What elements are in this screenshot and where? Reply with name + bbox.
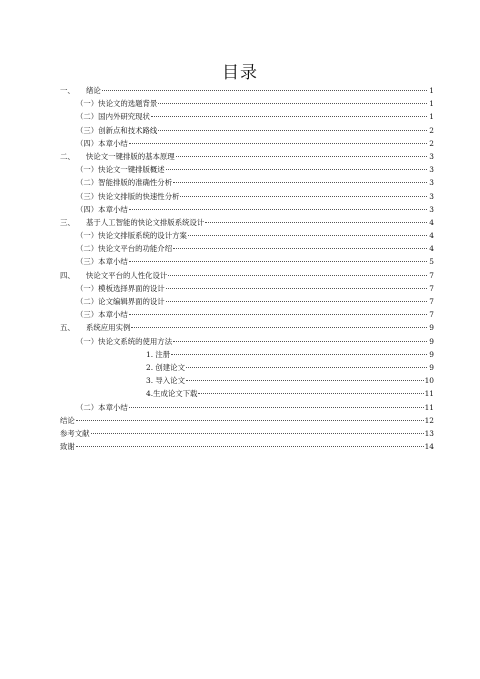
toc-dot-leader: [129, 261, 427, 262]
toc-dot-leader: [176, 156, 427, 157]
toc-entry-label: 绪论: [86, 86, 101, 95]
toc-entry-page: 14: [424, 442, 434, 452]
toc-entry[interactable]: [60, 124, 434, 137]
toc-entry-page: 9: [429, 323, 434, 333]
toc-entry[interactable]: [60, 335, 434, 348]
toc-entry-label: （一）模板选择界面的设计: [76, 283, 165, 293]
toc-entry-label: 2. 创建论文: [146, 362, 185, 372]
toc-entry[interactable]: [60, 414, 434, 427]
toc-entry-page: 9: [429, 349, 434, 359]
toc-entry[interactable]: [60, 229, 434, 242]
toc-entry-page: 7: [429, 297, 434, 306]
toc-entry-label: 3. 导入论文: [146, 376, 185, 386]
toc-entry-label: （二）智能排版的准确性分析: [76, 178, 173, 188]
toc-entry-label: 基于人工智能的快论文排版系统设计: [86, 217, 205, 227]
toc-entry[interactable]: [60, 203, 434, 216]
toc-entry-label: （二）本章小结: [76, 402, 128, 412]
toc-dot-leader: [102, 90, 427, 91]
toc-entry[interactable]: [60, 137, 434, 150]
toc-entry-page: 3: [429, 165, 434, 175]
toc-entry[interactable]: [60, 190, 434, 203]
toc-entry-label: （二）论文编辑界面的设计: [76, 297, 165, 306]
toc-entry-page: 9: [429, 336, 434, 346]
toc-entry-label: （三）本章小结: [76, 257, 128, 267]
toc-entry-page: 2: [429, 138, 434, 148]
toc-entry[interactable]: [60, 401, 434, 414]
toc-entry[interactable]: [60, 242, 434, 255]
toc-dot-leader: [166, 288, 427, 289]
toc-entry[interactable]: [60, 282, 434, 295]
toc-entry-label: 结论: [60, 415, 75, 425]
toc-dot-leader: [173, 248, 427, 249]
toc-entry[interactable]: [60, 308, 434, 321]
toc-entry-label: 致谢: [60, 442, 75, 452]
page-title: 目录: [222, 63, 258, 83]
toc-entry-page: 1: [429, 86, 434, 95]
toc-dot-leader: [166, 169, 427, 170]
toc-dot-leader: [131, 327, 427, 328]
toc-dot-leader: [186, 367, 427, 368]
toc-entry-label: （一）快论文系统的使用方法: [76, 336, 173, 346]
toc-dot-leader: [205, 222, 427, 223]
toc-entry[interactable]: [60, 255, 434, 268]
toc-dot-leader: [129, 143, 427, 144]
toc-dot-leader: [158, 103, 427, 104]
toc-entry-page: 2: [429, 125, 434, 135]
toc-dot-leader: [129, 314, 427, 315]
toc-entry[interactable]: [60, 374, 434, 387]
toc-entry-page: 3: [429, 178, 434, 188]
toc-entry-label: （四）本章小结: [76, 204, 128, 214]
toc-entry-page: 3: [429, 204, 434, 214]
toc-entry-page: 5: [429, 257, 434, 267]
toc-entry-label: （三）快论文排版的快速性分析: [76, 191, 180, 201]
toc-dot-leader: [188, 235, 427, 236]
toc-dot-leader: [151, 116, 427, 117]
toc-entry[interactable]: [60, 295, 434, 308]
toc-dot-leader: [129, 209, 427, 210]
toc-dot-leader: [76, 420, 424, 421]
toc-entry[interactable]: [60, 163, 434, 176]
toc-dot-leader: [91, 433, 424, 434]
toc-entry[interactable]: [60, 176, 434, 189]
toc-entry-page: 11: [424, 389, 434, 399]
toc-entry-page: 4: [429, 231, 434, 241]
toc-entry-page: 1: [429, 99, 434, 109]
toc-dot-leader: [180, 196, 427, 197]
toc-entry[interactable]: [60, 269, 434, 282]
toc-entry-page: 7: [429, 283, 434, 293]
toc-entry-label: （二）快论文平台的功能介绍: [76, 244, 173, 254]
toc-entry-number: 四、: [60, 270, 75, 280]
toc-entry-label: 4.生成论文下载: [146, 389, 198, 399]
toc-entry[interactable]: [60, 110, 434, 123]
toc-entry-page: 4: [429, 217, 434, 227]
toc-entry[interactable]: [60, 150, 434, 163]
toc-entry-page: 10: [424, 376, 434, 386]
toc-entry-page: 3: [429, 151, 434, 161]
toc-entry-label: （二）国内外研究现状: [76, 112, 150, 122]
toc-entry-page: 12: [424, 415, 434, 425]
toc-entry-number: 三、: [60, 217, 75, 227]
toc-entry-label: 快论文一键排版的基本原理: [86, 151, 175, 161]
toc-entry[interactable]: [60, 361, 434, 374]
toc-entry[interactable]: [60, 216, 434, 229]
toc-entry-page: 3: [429, 191, 434, 201]
toc-entry-number: 一、: [60, 86, 75, 95]
toc-entry-page: 4: [429, 244, 434, 254]
toc-entry-page: 9: [429, 362, 434, 372]
toc-entry-label: （一）快论文的选题背景: [76, 99, 158, 109]
toc-entry-label: 系统应用实例: [86, 323, 131, 333]
toc-entry-label: （三）创新点和技术路线: [76, 125, 158, 135]
toc-entry[interactable]: [60, 387, 434, 400]
toc-dot-leader: [198, 393, 423, 394]
toc-entry-number: 五、: [60, 323, 75, 333]
toc-dot-leader: [76, 446, 424, 447]
toc-entry-label: （一）快论文排版系统的设计方案: [76, 231, 187, 241]
toc-dot-leader: [158, 130, 427, 131]
toc-entry-page: 7: [429, 310, 434, 320]
toc-dot-leader: [186, 380, 424, 381]
table-of-contents: [60, 84, 434, 453]
toc-entry-label: （四）本章小结: [76, 138, 128, 148]
toc-entry-label: （三）本章小结: [76, 310, 128, 320]
toc-dot-leader: [173, 341, 427, 342]
toc-entry-label: 1. 注册: [146, 349, 171, 359]
toc-dot-leader: [166, 301, 427, 302]
toc-dot-leader: [171, 354, 427, 355]
toc-entry[interactable]: [60, 321, 434, 334]
toc-entry-label: 快论文平台的人性化设计: [86, 270, 168, 280]
toc-entry[interactable]: [60, 348, 434, 361]
toc-entry[interactable]: [60, 97, 434, 110]
toc-entry-page: 7: [429, 270, 434, 280]
toc-entry-page: 11: [424, 402, 434, 412]
toc-entry-page: 13: [424, 428, 434, 438]
toc-entry[interactable]: [60, 84, 434, 97]
toc-dot-leader: [173, 182, 427, 183]
toc-entry-label: 参考文献: [60, 428, 90, 438]
toc-entry[interactable]: [60, 427, 434, 440]
toc-dot-leader: [168, 275, 427, 276]
toc-entry-number: 二、: [60, 151, 75, 161]
toc-dot-leader: [129, 407, 424, 408]
toc-entry-label: （一）快论文一键排版概述: [76, 165, 165, 175]
toc-entry[interactable]: [60, 440, 434, 453]
toc-entry-page: 1: [429, 112, 434, 122]
